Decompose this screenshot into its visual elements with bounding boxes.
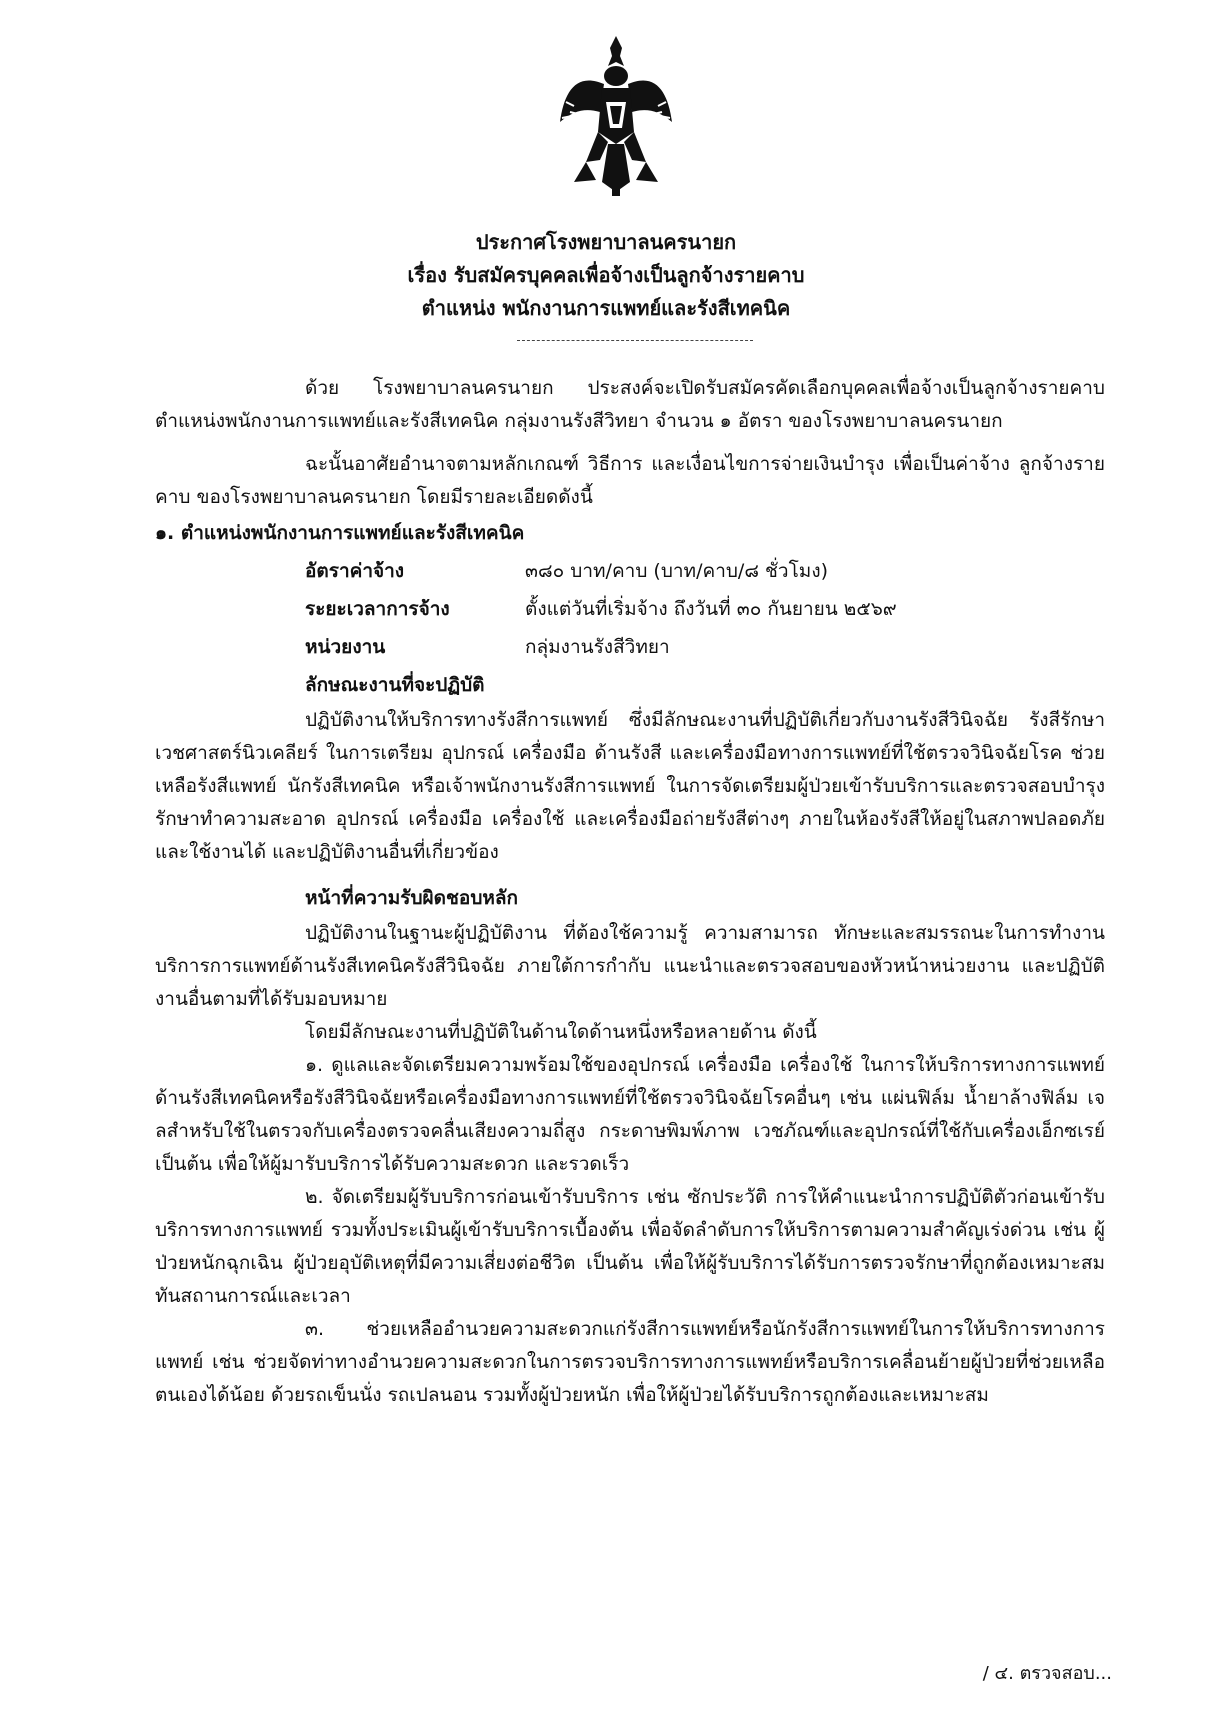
department-value: กลุ่มงานรังสีวิทยา xyxy=(525,636,670,658)
department-row xyxy=(155,628,1105,666)
job-nature-text: ปฏิบัติงานให้บริการทางรังสีการแพทย์ ซึ่งมีลักษณะงานที่ปฏิบัติเกี่ยวกับงานรังสีวินิจฉัย รังสีรักษาเวชศาสตร์นิวเคลียร์ ในการเตรียม อุปกรณ์ เครื่องมือ ด้านรังสี และเครื่องมือทางการแพทย์ที่ใช้ตรวจวินิจฉัยโรค ช่วยเหลือรังสีแพทย์ นักรังสีเทคนิค หรือเจ้าพนักงานรังสีการแพทย์ ในการจัดเตรียมผู้ป่วยเข้ารับบริการและตรวจสอบบำรุงรักษาทำความสะอาด อุปกรณ์ เครื่องมือ เครื่องใช้ และเครื่องมือถ่ายรังสีต่างๆ ภายในห้องรังสีให้อยู่ในสภาพปลอดภัยและใช้งานได้ และปฏิบัติงานอื่นที่เกี่ยวข้อง xyxy=(155,709,1105,863)
wage-rate-row xyxy=(155,552,1105,590)
announcement-subject: เรื่อง รับสมัครบุคคลเพื่อจ้างเป็นลูกจ้างรายคาบ xyxy=(407,263,805,287)
duty-item-3: ๓. ช่วยเหลืออำนวยความสะดวกแก่รังสีการแพทย์หรือนักรังสีการแพทย์ในการให้บริการทางการแพทย์ เช่น ช่วยจัดท่าทางอำนวยความสะดวกในการตรวจบริการทางการแพทย์หรือบริการเคลื่อนย้ายผู้ป่วยที่ช่วยเหลือตนเองได้น้อย ด้วยรถเข็นนั่ง รถเปลนอน รวมทั้งผู้ป่วยหนัก เพื่อให้ผู้ป่วยได้รับบริการถูกต้องและเหมาะสม xyxy=(155,1318,1105,1406)
wage-rate-label: อัตราค่าจ้าง xyxy=(305,560,405,582)
wage-rate-value: ๓๘๐ บาท/คาบ (บาท/คาบ/๘ ชั่วโมง) xyxy=(525,560,829,582)
main-duties-heading: หน้าที่ความรับผิดชอบหลัก xyxy=(305,887,519,909)
employment-period-label: ระยะเวลาการจ้าง xyxy=(305,598,450,620)
intro-paragraph-2: ฉะนั้นอาศัยอำนาจตามหลักเกณฑ์ วิธีการ และเงื่อนไขการจ่ายเงินบำรุง เพื่อเป็นค่าจ้าง ลูกจ้างรายคาบ ของโรงพยาบาลนครนายก โดยมีรายละเอียดดังนี้ xyxy=(155,453,1105,508)
duty-item-1: ๑. ดูแลและจัดเตรียมความพร้อมใช้ของอุปกรณ์ เครื่องมือ เครื่องใช้ ในการให้บริการทางการแพทย์ ด้านรังสีเทคนิคหรือรังสีวินิจฉัยหรือเครื่องมือทางการแพทย์ที่ใช้ตรวจวินิจฉัยโรคอื่นๆ เช่น แผ่นฟิล์ม น้ำยาล้างฟิล์ม เจลสำหรับใช้ในตรวจกับเครื่องตรวจคลื่นเสียงความถี่สูง กระดาษพิมพ์ภาพ เวชภัณฑ์และอุปกรณ์ที่ใช้กับเครื่องเอ็กซเรย์ เป็นต้น เพื่อให้ผู้มารับบริการได้รับความสะดวก และรวดเร็ว xyxy=(155,1054,1105,1175)
garuda-emblem-icon xyxy=(556,32,676,200)
duty-item-2: ๒. จัดเตรียมผู้รับบริการก่อนเข้ารับบริการ เช่น ซักประวัติ การให้คำแนะนำการปฏิบัติตัวก่อนเข้ารับบริการทางการแพทย์ รวมทั้งประเมินผู้เข้ารับบริการเบื้องต้น เพื่อจัดลำดับการให้บริการตามความสำคัญเร่งด่วน เช่น ผู้ป่วยหนักฉุกเฉิน ผู้ป่วยอุบัติเหตุที่มีความเสี่ยงต่อชีวิต เป็นต้น เพื่อให้ผู้รับบริการได้รับการตรวจรักษาที่ถูกต้องเหมาะสม ทันสถานการณ์และเวลา xyxy=(155,1186,1105,1307)
header-divider xyxy=(517,340,753,341)
main-duties-text: ปฏิบัติงานในฐานะผู้ปฏิบัติงาน ที่ต้องใช้ความรู้ ความสามารถ ทักษะและสมรรถนะในการทำงานบริการการแพทย์ด้านรังสีเทคนิครังสีวินิจฉัย ภายใต้การกำกับ แนะนำและตรวจสอบของหัวหน้าหน่วยงาน และปฏิบัติงานอื่นตามที่ได้รับมอบหมาย xyxy=(155,922,1105,1010)
section-1-title: ๑. ตำแหน่งพนักงานการแพทย์และรังสีเทคนิค xyxy=(155,522,525,544)
employment-period-value: ตั้งแต่วันที่เริ่มจ้าง ถึงวันที่ ๓๐ กันยายน ๒๕๖๙ xyxy=(525,598,897,620)
announcement-body xyxy=(155,372,1105,1412)
employment-period-row xyxy=(155,590,1105,628)
announcement-header xyxy=(0,226,1212,325)
announcement-issuer: ประกาศโรงพยาบาลนครนายก xyxy=(475,230,737,254)
next-page-reference: / ๔. ตรวจสอบ... xyxy=(982,1663,1112,1684)
job-nature-heading: ลักษณะงานที่จะปฏิบัติ xyxy=(305,674,485,696)
department-label: หน่วยงาน xyxy=(305,636,386,658)
announcement-position: ตำแหน่ง พนักงานการแพทย์และรังสีเทคนิค xyxy=(421,296,791,320)
intro-paragraph-1: ด้วย โรงพยาบาลนครนายก ประสงค์จะเปิดรับสมัครคัดเลือกบุคคลเพื่อจ้างเป็นลูกจ้างรายคาบ ตำแหน่งพนักงานการแพทย์และรังสีเทคนิค กลุ่มงานรังสีวิทยา จำนวน ๑ อัตรา ของโรงพยาบาลนครนายก xyxy=(155,377,1105,432)
duties-intro: โดยมีลักษณะงานที่ปฏิบัติในด้านใดด้านหนึ่งหรือหลายด้าน ดังนี้ xyxy=(305,1021,817,1043)
